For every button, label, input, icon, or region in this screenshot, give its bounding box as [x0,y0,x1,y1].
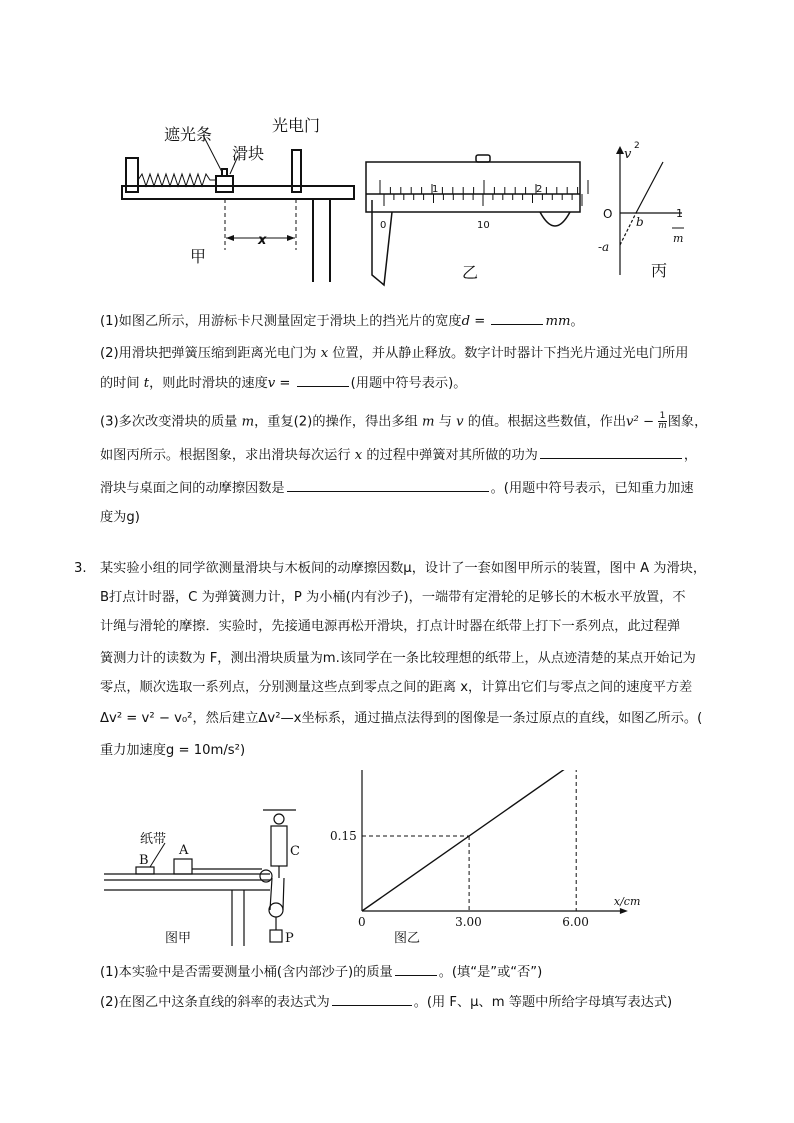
q3-line6: Δv² = v² − v₀²，然后建立Δv²—x坐标系，通过描点法得到的图像是一条过原点的直线，如图乙所示。( [100,711,703,726]
label-shade-strip: 遮光条 [164,125,213,144]
q3-line5: 零点，顺次选取一系列点，分别测量这些点到零点之间的距离 x，计算出它们与零点之间的速度平方差 [100,680,693,695]
label-C: C [290,844,300,859]
answer-blank-slope[interactable] [332,993,412,1006]
answer-blank-d[interactable] [491,312,543,325]
q2-part2-line2: 的时间 t，则此时滑块的速度v = (用题中符号表示)。 [100,376,467,391]
figure2-yi-chart [330,770,640,929]
chart-x-arrow [620,908,628,914]
q2-part3-line4: 度为g) [100,510,140,525]
label-A: A [179,843,189,858]
q3-sub1: (1)本实验中是否需要测量小桶(含内部沙子)的质量 。(填“是”或“否”) [100,965,543,980]
q3-line2: B打点计时器，C 为弹簧测力计，P 为小桶(内有沙子)，一端带有定滑轮的足够长的木板水平放置，不 [100,590,686,605]
bing-x-num: 1 [676,207,683,220]
chart-x-tick-label: 6.00 [562,915,589,929]
figure-jia-apparatus [122,150,354,282]
chart-series-line [362,770,594,911]
q2-part3-line1: (3)多次改变滑块的质量 m，重复(2)的操作，得出多组 m 与 v 的值。根据这些数值，作出v² − $\frac{1}{m}$ 图象， [100,411,708,431]
q2-part1: (1)如图乙所示，用游标卡尺测量固定于滑块上的挡光片的宽度d = mm。 [100,314,584,329]
label-x: x [258,233,267,248]
bing-line [636,162,663,213]
q3-number: 3. [74,561,87,576]
label-tape: 纸带 [140,832,167,847]
caliper-knob [540,212,570,226]
q2-part3-line2: 如图丙所示。根据图象，求出滑块每次运行 x 的过程中弹簧对其所做的功为 ， [100,448,698,463]
q3-line7: 重力加速度g = 10m/s²) [100,743,246,758]
caliper-scale-1: 1 [432,184,439,195]
bing-axis-y: v [624,147,632,162]
chart-x-tick-label: 0 [358,915,366,929]
caption-yi: 乙 [462,263,479,282]
timer-B [136,867,154,874]
label-P: P [285,931,294,946]
caption-fig2-jia: 图甲 [165,931,192,946]
caliper-screw [476,155,490,162]
figure-bing-graph [620,150,682,275]
shade-strip [222,169,227,176]
q3-sub2: (2)在图乙中这条直线的斜率的表达式为 。(用 F、μ、m 等题中所给字母填写表达式) [100,995,673,1010]
q3-line1: 某实验小组的同学欲测量滑块与木板间的动摩擦因数μ，设计了一套如图甲所示的装置，图中 A 为滑块， [100,561,707,576]
caliper-vernier-ticks [384,194,582,206]
q2-part2-line1: (2)用滑块把弹簧压缩到距离光电门为 x 位置，并从静止释放。数字计时器计下挡光片通过光电门所用 [100,346,689,361]
figure-1 [0,100,794,300]
caption-bing: 丙 [651,261,668,280]
bing-point-b: b [636,215,644,229]
bing-point-a: -a [598,240,610,254]
caliper-vernier-10: 10 [477,220,490,231]
bing-origin: O [603,207,613,221]
figure-2 [0,770,794,960]
spring-scale-C [271,826,287,866]
label-photogate: 光电门 [272,116,321,135]
caliper-main-scale [366,162,580,212]
answer-blank-work[interactable] [540,446,682,459]
answer-blank-v[interactable] [297,374,349,387]
slider-A [174,859,192,874]
figure2-jia-apparatus [104,810,296,946]
q3-line3: 计绳与滑轮的摩擦．实验时，先接通电源再松开滑块，打点计时器在纸带上打下一系列点，此过程弹 [100,619,681,634]
answer-blank-mass[interactable] [395,963,437,976]
label-B: B [139,853,149,868]
chart-x-label: x/cm [613,895,641,908]
q2-part3-line3: 滑块与桌面之间的动摩擦因数是 。(用题中符号表示，已知重力加速 [100,481,694,496]
caliper-vernier-0: 0 [380,220,387,231]
bing-x-den: m [673,232,684,245]
q3-line4: 簧测力计的读数为 F，测出滑块质量为m.该同学在一条比较理想的纸带上，从点迹清楚的某点开始记为 [100,651,696,666]
chart-x-tick-label: 3.00 [455,915,482,929]
bucket-P [270,930,282,942]
answer-blank-mu[interactable] [287,479,489,492]
slider-block [216,176,233,192]
caption-jia: 甲 [190,247,207,266]
caliper-main-ticks [380,180,588,194]
spring [138,174,216,186]
movable-pulley [269,903,283,917]
caption-fig2-yi: 图乙 [394,931,421,946]
chart-y-tick-label: 0.15 [330,829,357,843]
bing-axis-y-sup: 2 [634,141,640,151]
table-top [122,186,354,199]
caliper-scale-2: 2 [536,184,543,195]
label-slider: 滑块 [232,144,265,163]
